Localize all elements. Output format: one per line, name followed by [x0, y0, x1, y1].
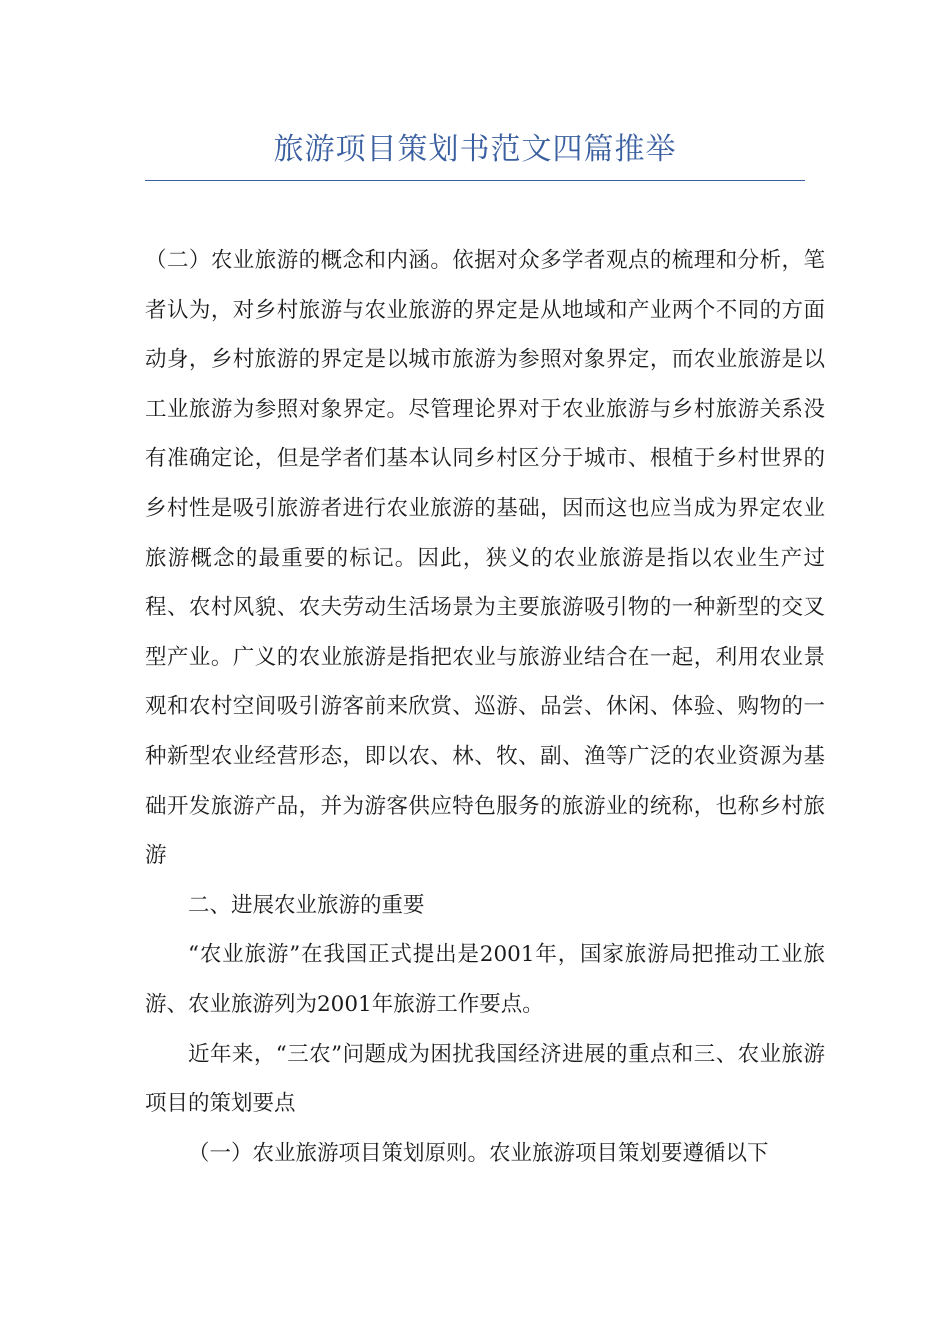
document-body — [145, 236, 825, 1178]
paragraph-three-rural-issues: 近年来，“三农”问题成为困扰我国经济进展的重点和三、农业旅游项目的策划要点 — [145, 1041, 825, 1117]
title-underline — [145, 180, 805, 181]
paragraph-2001-proposal: “农业旅游”在我国正式提出是2001年，国家旅游局把推动工业旅游、农业旅游列为2001年旅游工作要点。 — [145, 942, 825, 1017]
section-heading-importance: 二、进展农业旅游的重要 — [188, 892, 425, 918]
paragraph-planning-principles: （一）农业旅游项目策划原则。农业旅游项目策划要遵循以下 — [188, 1140, 769, 1166]
paragraph-agritourism-concept: （二）农业旅游的概念和内涵。依据对众多学者观点的梳理和分析，笔者认为，对乡村旅游与农业旅游的界定是从地域和产业两个不同的方面动身，乡村旅游的界定是以城市旅游为参照对象界定，而农业旅游是以工业旅游为参照对象界定。尽管理论界对于农业旅游与乡村旅游关系没有准确定论，但是学者们基本认同乡村区分于城市、根植于乡村世界的乡村性是吸引旅游者进行农业旅游的基础，因而这也应当成为界定农业旅游概念的最重要的标记。因此，狭义的农业旅游是指以农业生产过程、农村风貌、农夫劳动生活场景为主要旅游吸引物的一种新型的交叉型产业。广义的农业旅游是指把农业与旅游业结合在一起，利用农业景观和农村空间吸引游客前来欣赏、巡游、品尝、休闲、体验、购物的一种新型农业经营形态，即以农、林、牧、副、渔等广泛的农业资源为基础开发旅游产品，并为游客供应特色服务的旅游业的统称，也称乡村旅游 — [145, 248, 825, 869]
document-title: 旅游项目策划书范文四篇推举 — [273, 132, 677, 167]
